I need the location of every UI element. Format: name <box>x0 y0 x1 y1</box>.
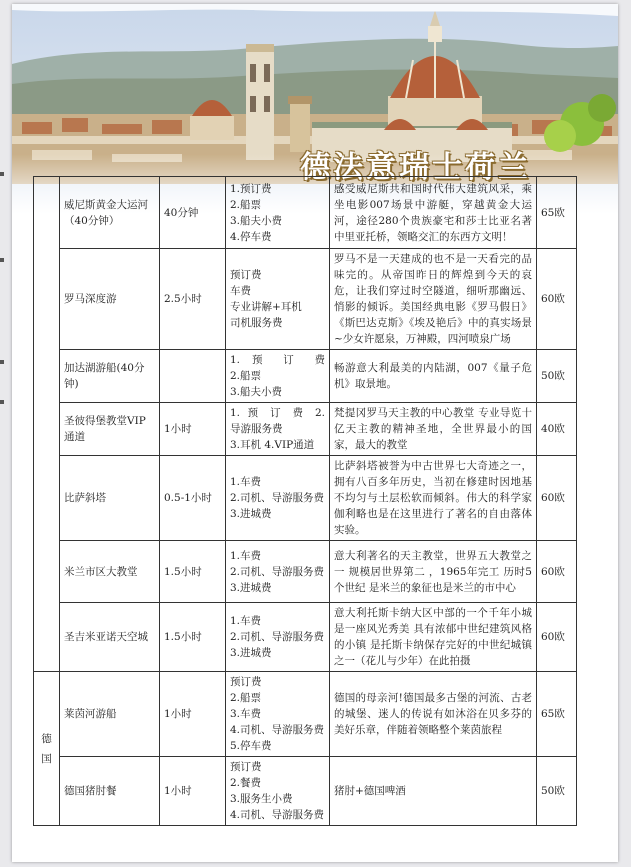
description: 梵提冈罗马天主教的中心教堂 专业导览十亿天主教的精神圣地，全世界最小的国家，最大的教堂 <box>330 403 537 456</box>
price: 50欧 <box>537 757 577 826</box>
fee-item: 3.进城费 <box>230 647 272 659</box>
fee-item: 1.车费 <box>230 476 262 488</box>
description: 比萨斜塔被誉为中古世界七大奇迹之一，拥有八百多年历史，当初在修建时因地基不均匀与土层松软而倾斜。伟大的科学家伽利略也是在这里进行了著名的自由落体实验。 <box>330 456 537 541</box>
price: 65欧 <box>537 177 577 249</box>
table-row <box>34 757 577 826</box>
duration: 1小时 <box>160 757 226 826</box>
fee-list <box>226 403 330 456</box>
fee-item: 2.司机、导游服务费 <box>230 631 325 643</box>
duration: 1小时 <box>160 672 226 757</box>
country-cell <box>34 177 60 672</box>
fee-list <box>226 350 330 403</box>
fee-item: 预订费 <box>230 269 262 281</box>
table-row <box>34 350 577 403</box>
fee-item: 2.司机、导游服务费 <box>230 565 325 578</box>
fee-item: 3.服务生小费 <box>230 793 293 805</box>
fee-list <box>226 456 330 541</box>
fee-item: 司机服务费 <box>230 317 283 329</box>
excursion-name: 圣彼得堡教堂VIP通道 <box>60 403 160 456</box>
fee-item: 1.预订费 <box>230 182 272 195</box>
fee-list <box>226 541 330 603</box>
fee-item: 1.车费 <box>230 549 262 562</box>
fee-item: 4.司机、导游服务费 <box>230 724 325 736</box>
fee-item: 1. 预 订 费 <box>230 354 325 366</box>
fee-item: 5.停车费 <box>230 740 272 752</box>
duration: 1小时 <box>160 403 226 456</box>
price: 40欧 <box>537 403 577 456</box>
fee-list <box>226 177 330 249</box>
fee-item: 3.耳机 4.VIP通道 <box>230 439 315 451</box>
excursion-name: 莱茵河游船 <box>60 672 160 757</box>
fee-list <box>226 757 330 826</box>
fee-list <box>226 672 330 757</box>
fee-item: 3.船夫小费 <box>230 214 283 227</box>
excursion-name: 德国猪肘餐 <box>60 757 160 826</box>
fee-item: 车费 <box>230 285 251 297</box>
fee-item: 3.船夫小费 <box>230 386 283 398</box>
description: 意大利著名的天主教堂，世界五大教堂之一 规模居世界第二 ，1965年完工 历时5个世纪 是米兰的象征也是米兰的市中心 <box>330 541 537 603</box>
excursion-name: 罗马深度游 <box>60 249 160 350</box>
fee-item: 4.司机、导游服务费 <box>230 809 325 821</box>
fee-item: 专业讲解+耳机 <box>230 301 302 313</box>
price: 60欧 <box>537 541 577 603</box>
fee-item: 导游服务费 <box>230 423 283 435</box>
fee-list <box>226 603 330 672</box>
fee-item: 3.车费 <box>230 708 262 720</box>
country-cell: 德国 <box>34 672 60 826</box>
fee-item: 2.餐费 <box>230 777 262 789</box>
description: 猪肘+德国啤酒 <box>330 757 537 826</box>
fee-list <box>226 249 330 350</box>
fee-item: 2.船票 <box>230 370 262 382</box>
price: 60欧 <box>537 603 577 672</box>
left-edge-markers <box>0 0 12 867</box>
duration: 1.5小时 <box>160 541 226 603</box>
document-page <box>12 4 618 862</box>
table-row <box>34 249 577 350</box>
excursion-name: 威尼斯黄金大运河（40分钟） <box>60 177 160 249</box>
excursion-name: 加达湖游船(40分钟) <box>60 350 160 403</box>
price: 50欧 <box>537 350 577 403</box>
description: 德国的母亲河!德国最多古堡的河流、古老的城堡、迷人的传说有如沐浴在贝多芬的美好乐章，伴随着领略整个莱茵旅程 <box>330 672 537 757</box>
fee-item: 2.司机、导游服务费 <box>230 492 325 504</box>
price: 60欧 <box>537 249 577 350</box>
fee-item: 3.进城费 <box>230 581 272 594</box>
fee-item: 1.车费 <box>230 615 262 627</box>
excursion-name: 米兰市区大教堂 <box>60 541 160 603</box>
description: 罗马不是一天建成的也不是一天看完的品味完的。从帝国昨日的辉煌到今天的哀危，让我们穿过时空隧道，细听那幽远、悄影的倾诉。美国经典电影《罗马假日》《斯巴达克斯》《埃及艳后》中的真实场景~少女许愿泉，万神殿，四河喷泉广场 <box>330 249 537 350</box>
excursion-name: 圣吉米亚诺天空城 <box>60 603 160 672</box>
table-row <box>34 541 577 603</box>
table-row <box>34 603 577 672</box>
itinerary-table <box>33 176 577 826</box>
fee-item: 3.进城费 <box>230 508 272 520</box>
fee-item: 1. 预 订 费 2. <box>230 407 325 419</box>
description: 意大利托斯卡纳大区中部的一个千年小城是一座风光秀美 具有浓郁中世纪建筑风格的小镇 是托斯卡纳保存完好的中世纪城镇之一（花儿与少年）在此拍摄 <box>330 603 537 672</box>
description: 感受威尼斯共和国时代伟大建筑风采，乘坐电影007场景中游艇，穿越黄金大运河，途径280个贵族豪宅和莎士比亚名著中里亚托桥，领略交汇的东西方文明！ <box>330 177 537 249</box>
table-row <box>34 672 577 757</box>
duration: 40分钟 <box>160 177 226 249</box>
table-row <box>34 177 577 249</box>
fee-item: 2.船票 <box>230 198 262 211</box>
price: 60欧 <box>537 456 577 541</box>
fee-item: 2.船票 <box>230 692 262 704</box>
excursion-name: 比萨斜塔 <box>60 456 160 541</box>
description: 畅游意大利最美的内陆湖，007《量子危机》取景地。 <box>330 350 537 403</box>
duration: 1.5小时 <box>160 603 226 672</box>
duration: 0.5-1小时 <box>160 456 226 541</box>
duration <box>160 350 226 403</box>
fee-item: 预订费 <box>230 676 262 688</box>
banner-title: 德法意瑞士荷兰 <box>300 150 531 185</box>
duration: 2.5小时 <box>160 249 226 350</box>
price: 65欧 <box>537 672 577 757</box>
table-row <box>34 403 577 456</box>
table-row <box>34 456 577 541</box>
fee-item: 4.停车费 <box>230 230 272 243</box>
fee-item: 预订费 <box>230 761 262 773</box>
